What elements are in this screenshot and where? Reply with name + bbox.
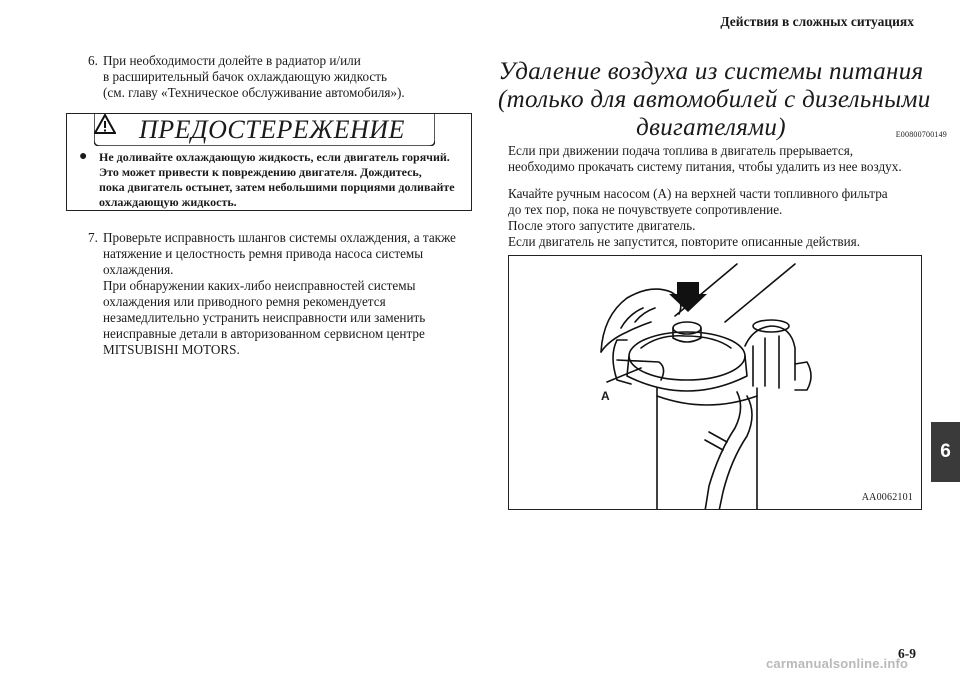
- step-7-line: натяжение и целостность ремня привода насоса системы: [103, 246, 424, 261]
- warning-line: пока двигатель остынет, затем небольшими порциями доливайте: [99, 180, 455, 194]
- watermark: carmanualsonline.info: [766, 656, 909, 671]
- warning-title: ПРЕДОСТЕРЕЖЕНИЕ: [139, 115, 405, 144]
- section-title-line: Удаление воздуха из системы питания: [498, 58, 924, 85]
- page-number: 6-9: [898, 646, 916, 661]
- paragraph-instructions: [508, 186, 888, 250]
- section-code: E00800700149: [895, 130, 947, 139]
- step-6-line: в расширительный бачок охлаждающую жидкость: [103, 69, 388, 84]
- paragraph-line: Если двигатель не запустится, повторите описанные действия.: [508, 234, 861, 249]
- figure-code: AA0062101: [861, 492, 913, 503]
- step-6-line: (см. главу «Техническое обслуживание автомобиля»).: [103, 85, 405, 100]
- paragraph-line: необходимо прокачать систему питания, чтобы удалить из нее воздух.: [508, 159, 902, 174]
- step-7-line: неисправные детали в авторизованном сервисном центре: [103, 326, 425, 341]
- step-6-line: При необходимости долейте в радиатор и/или: [103, 53, 361, 68]
- warning-line: охлаждающую жидкость.: [99, 195, 237, 209]
- section-title: [498, 58, 931, 142]
- figure-label-a: A: [601, 389, 610, 403]
- fuel-filter-drawing: [509, 256, 922, 510]
- warning-box: [66, 113, 472, 211]
- chapter-tab[interactable]: 6: [931, 422, 960, 482]
- warning-triangle-icon: [94, 114, 116, 134]
- paragraph-line: Если при движении подача топлива в двигатель прерывается,: [508, 143, 854, 158]
- warning-title-bar: [94, 114, 435, 146]
- step-7-line: При обнаружении каких-либо неисправностей системы: [103, 278, 416, 293]
- paragraph-line: Качайте ручным насосом (A) на верхней части топливного фильтра: [508, 186, 888, 201]
- step-7-line: MITSUBISHI MOTORS.: [103, 342, 240, 357]
- warning-line: Не доливайте охлаждающую жидкость, если двигатель горячий.: [99, 150, 450, 164]
- paragraph-line: После этого запустите двигатель.: [508, 218, 696, 233]
- paragraph-line: до тех пор, пока не почувствуете сопротивление.: [508, 202, 783, 217]
- fuel-filter-illustration: [508, 255, 922, 510]
- press-arrow-icon: [669, 282, 707, 312]
- bullet-icon: ●: [79, 149, 88, 164]
- section-title-line: двигателями): [636, 114, 786, 141]
- step-7-line: охлаждения.: [103, 262, 174, 277]
- step-7-number: 7.: [88, 230, 98, 245]
- step-7-line: Проверьте исправность шлангов системы охлаждения, а также: [103, 230, 456, 245]
- paragraph-intro: [508, 143, 902, 175]
- step-7-line: незамедлительно устранить неисправности или заменить: [103, 310, 426, 325]
- step-6-number: 6.: [88, 53, 98, 68]
- section-title-line: (только для автомобилей с дизельными: [498, 86, 931, 113]
- step-7-line: охлаждения или приводного ремня рекомендуется: [103, 294, 386, 309]
- warning-line: Это может привести к повреждению двигателя. Дождитесь,: [99, 165, 422, 179]
- section-header: Действия в сложных ситуациях: [720, 14, 914, 29]
